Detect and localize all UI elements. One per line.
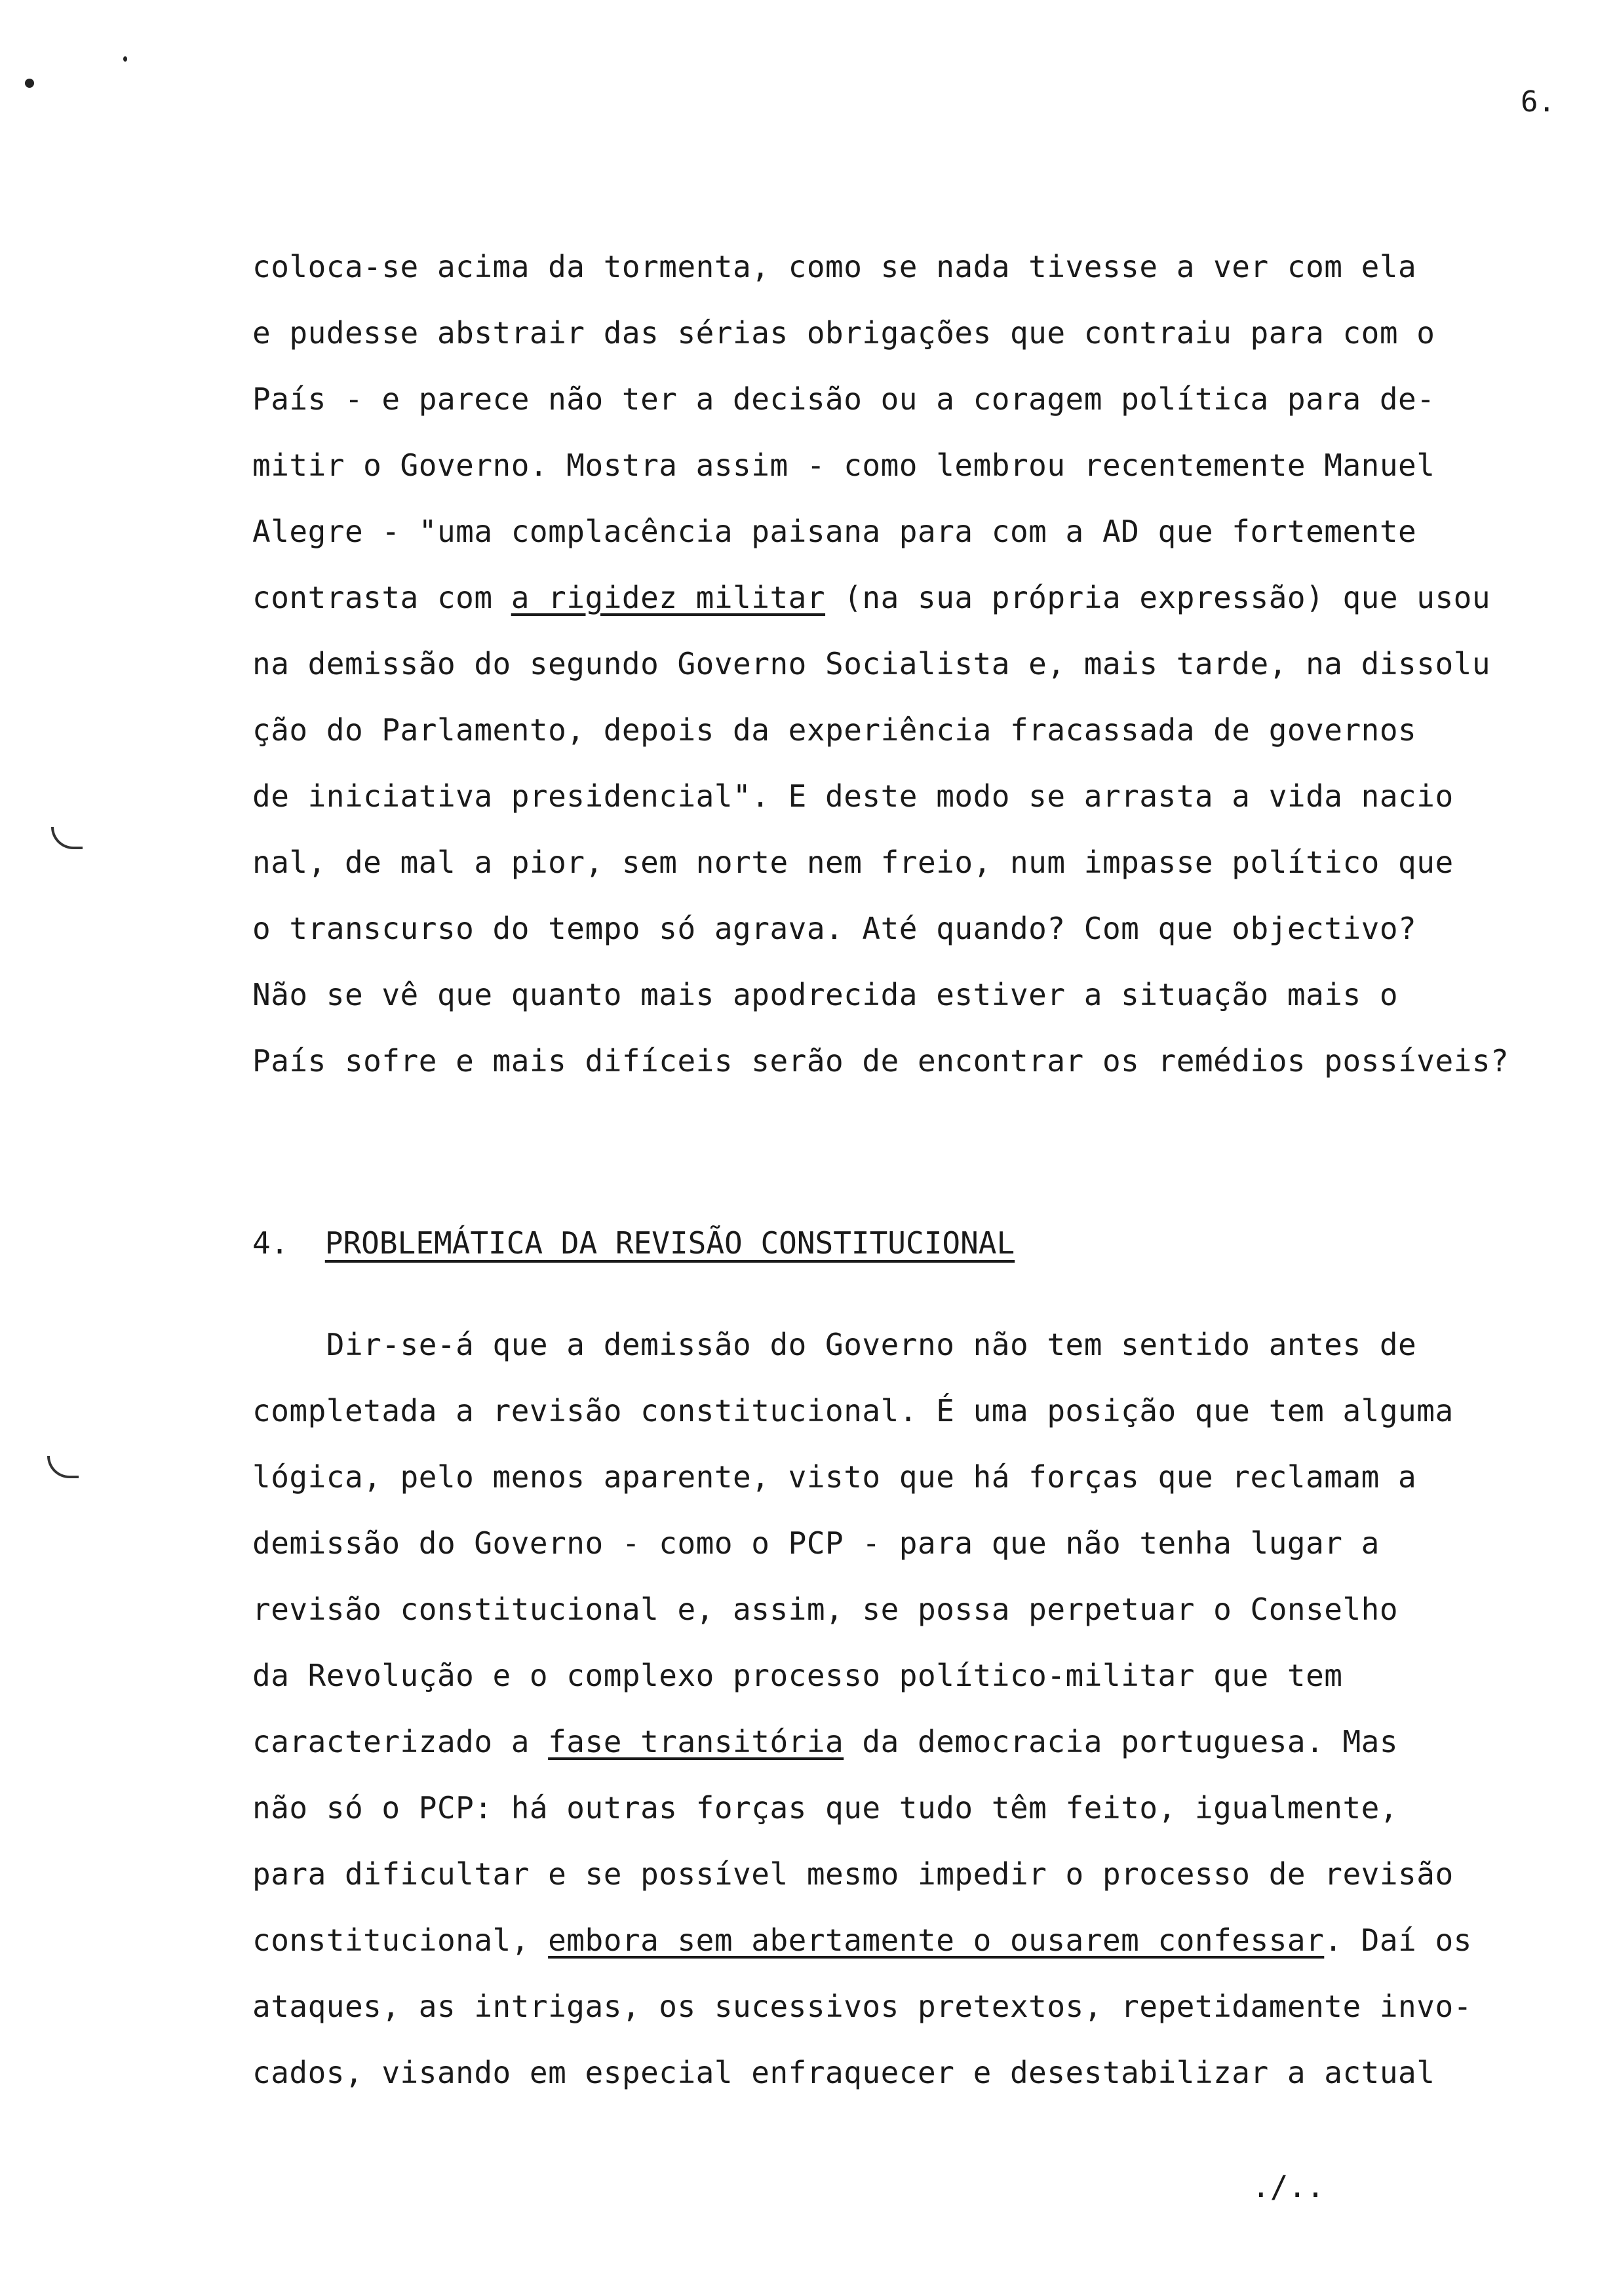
paragraph-2-line-4: demissão do Governo - como o PCP - para que não tenha lugar a — [252, 1525, 1380, 1561]
paragraph-1-line-2: e pudesse abstrair das sérias obrigações que contraiu para com o — [252, 315, 1435, 351]
paragraph-1-line-1: coloca-se acima da tormenta, como se nada tivesse a ver com ela — [252, 249, 1417, 284]
paragraph-2-line-3: lógica, pelo menos aparente, visto que há forças que reclamam a — [252, 1459, 1417, 1495]
paragraph-2-line-2: completada a revisão constitucional. É uma posição que tem alguma — [252, 1393, 1454, 1428]
paragraph-1-line-6 — [252, 580, 1490, 615]
paragraph-1-line-5: Alegre - "uma complacência paisana para com a AD que fortemente — [252, 514, 1417, 549]
line-6-end: (na sua própria expressão) que usou — [825, 580, 1491, 615]
paragraph-2-line-9: para dificultar e se possível mesmo impedir o processo de revisão — [252, 1856, 1454, 1892]
scan-dot-icon — [25, 79, 34, 88]
paragraph-1-line-3: País - e parece não ter a decisão ou a coragem política para de- — [252, 381, 1435, 417]
paragraph-1-line-11: o transcurso do tempo só agrava. Até quando? Com que objectivo? — [252, 911, 1417, 946]
paragraph-1-line-4: mitir o Governo. Mostra assim - como lembrou recentemente Manuel — [252, 448, 1435, 483]
paragraph-2-line-11: ataques, as intrigas, os sucessivos pretextos, repetidamente invo- — [252, 1989, 1472, 2024]
underlined-rigidez-militar: a rigidez militar — [511, 580, 826, 615]
line-6-start: contrasta com — [252, 580, 511, 615]
paragraph-2-line-7 — [252, 1724, 1398, 1759]
paragraph-1-line-13: País sofre e mais difíceis serão de encontrar os remédios possíveis? — [252, 1043, 1509, 1079]
continuation-mark: ./.. — [1252, 2169, 1325, 2204]
section-title: PROBLEMÁTICA DA REVISÃO CONSTITUCIONAL — [324, 1225, 1015, 1261]
paragraph-2-line-1: Dir-se-á que a demissão do Governo não tem sentido antes de — [252, 1327, 1417, 1362]
line-7-end: da democracia portuguesa. Mas — [844, 1724, 1399, 1759]
line-10-start: constitucional, — [252, 1923, 549, 1958]
underlined-fase-transitoria: fase transitória — [548, 1724, 844, 1759]
paragraph-1-line-7: na demissão do segundo Governo Socialista e, mais tarde, na dissolu — [252, 646, 1491, 681]
paragraph-1-line-10: nal, de mal a pior, sem norte nem freio, num impasse político que — [252, 845, 1454, 880]
line-10-end: . Daí os — [1324, 1923, 1472, 1958]
scan-dot-icon — [123, 56, 127, 62]
paragraph-2-line-8: não só o PCP: há outras forças que tudo têm feito, igualmente, — [252, 1790, 1399, 1826]
margin-mark-icon — [47, 1456, 79, 1478]
page-number: 6. — [1521, 85, 1555, 119]
paragraph-2-line-6: da Revolução e o complexo processo político-militar que tem — [252, 1658, 1343, 1693]
paragraph-2-line-12: cados, visando em especial enfraquecer e desestabilizar a actual — [252, 2055, 1435, 2090]
section-heading — [252, 1225, 1015, 1261]
paragraph-1-line-9: de iniciativa presidencial". E deste modo se arrasta a vida nacio — [252, 778, 1454, 814]
margin-mark-icon — [51, 827, 83, 849]
line-7-start: caracterizado a — [252, 1724, 549, 1759]
underlined-embora-sem-abertamente: embora sem abertamente o ousarem confessar — [548, 1923, 1325, 1958]
paragraph-2-line-10 — [252, 1923, 1472, 1958]
paragraph-1-line-12: Não se vê que quanto mais apodrecida estiver a situação mais o — [252, 977, 1399, 1012]
section-number: 4. — [252, 1225, 289, 1261]
paragraph-1-line-8: ção do Parlamento, depois da experiência fracassada de governos — [252, 712, 1417, 748]
paragraph-2-line-5: revisão constitucional e, assim, se possa perpetuar o Conselho — [252, 1592, 1399, 1627]
